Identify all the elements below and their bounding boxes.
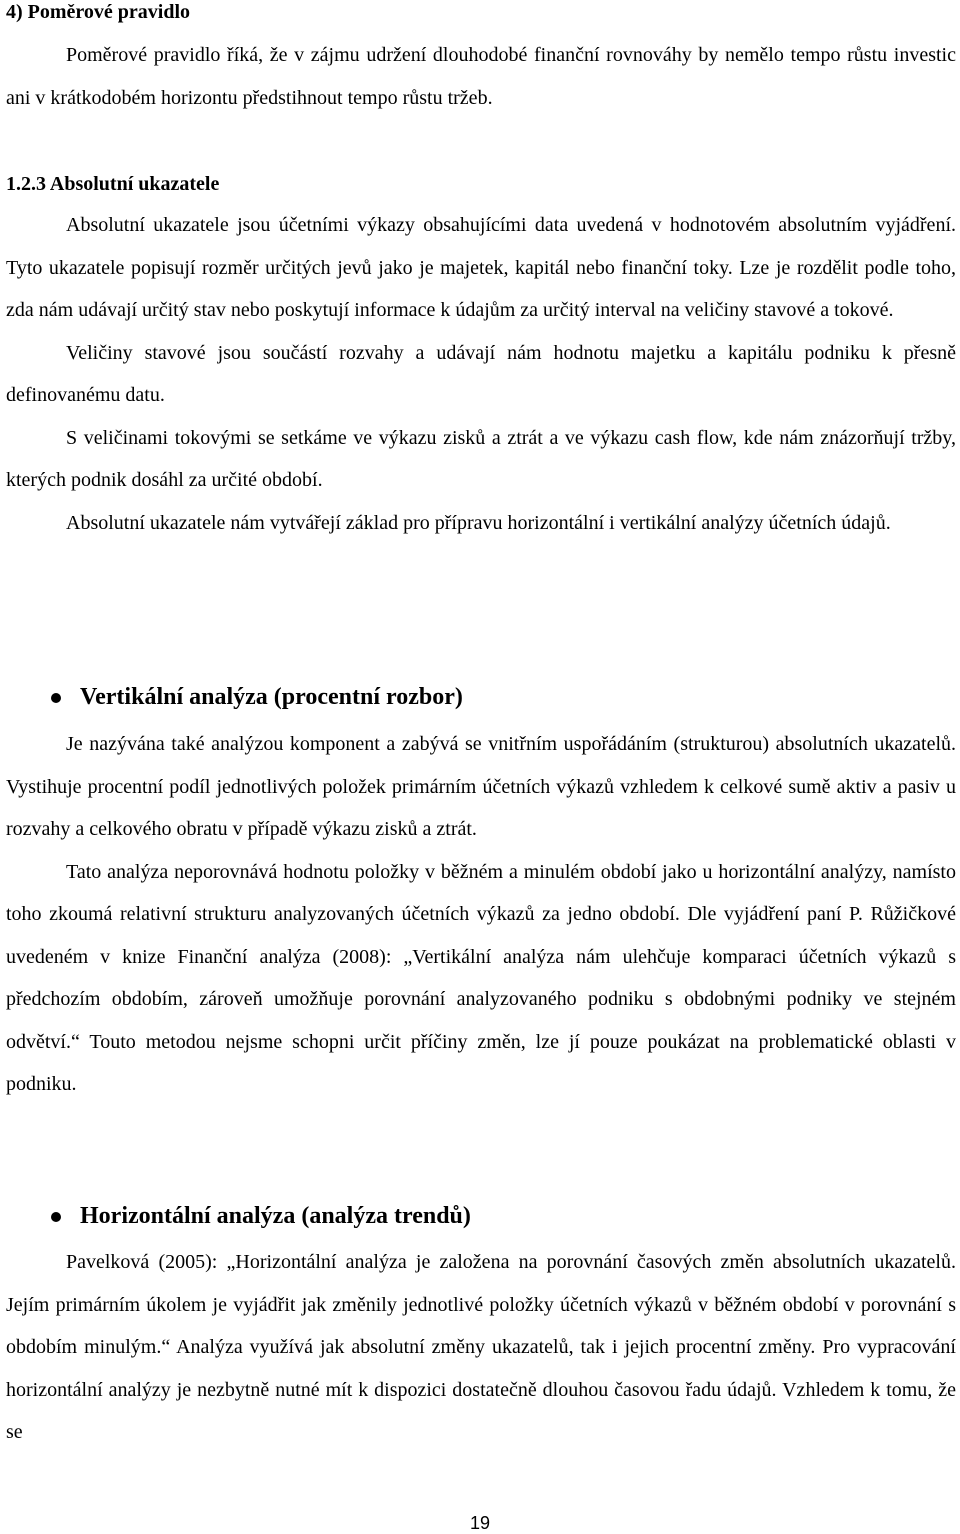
paragraph: Absolutní ukazatele nám vytvářejí základ pro přípravu horizontální i vertikální analýzy účetních údajů. [66,511,891,534]
heading-horizontal-analysis: Horizontální analýza (analýza trendů) [80,1203,471,1229]
section-absolute-indicators [6,204,956,544]
paragraph: Pavelková (2005): „Horizontální analýza je založena na porovnání časových změn absolutních ukazatelů. Jejím primárním úkolem je vyjádřit jak změnily jednotlivé položky účetních výkazů v běžném období v porovnání s obdobím minulým.“ Analýza využívá jak absolutní změny ukazatelů, tak i jejich procentní změny. Pro vypracování horizontální analýzy je nezbytně nutné mít k dispozici dostatečně dlouhou časovou řadu údajů. Vzhledem k tomu, že se [6,1251,956,1443]
paragraph: Poměrové pravidlo říká, že v zájmu udržení dlouhodobé finanční rovnováhy by nemělo tempo růstu investic ani v krátkodobém horizontu předstihnout tempo růstu tržeb. [6,44,956,109]
heading-absolute-indicators: 1.2.3 Absolutní ukazatele [6,173,220,195]
paragraph-ratio-rule [6,34,956,119]
section-horizontal-analysis [6,1241,956,1454]
section-vertical-analysis [6,723,956,1106]
bullet-icon [51,1212,61,1222]
paragraph: Tato analýza neporovnává hodnotu položky v běžném a minulém období jako u horizontální analýzy, namísto toho zkoumá relativní strukturu analyzovaných účetních výkazů za jedno období. Dle vyjádření paní P. Růžičkové uvedeném v knize Finanční analýza (2008): „Vertikální analýza nám ulehčuje komparaci účetních výkazů s předchozím obdobím, zároveň umožňuje porovnání analyzovaného podniku s obdobnými podniky ve stejném odvětví.“ Touto metodou nejsme schopni určit příčiny změn, lze jí pouze poukázat na problematické oblasti v podniku. [6,860,956,1095]
paragraph: Je nazývána také analýzou komponent a zabývá se vnitřním uspořádáním (strukturou) absolutních ukazatelů. Vystihuje procentní podíl jednotlivých položek primárním účetních výkazů vzhledem k celkové sumě aktiv a pasiv u rozvahy a celkového obratu v případě výkazu zisků a ztrát. [6,733,956,840]
page-number: 19 [469,1513,491,1533]
heading-ratio-rule: 4) Poměrové pravidlo [6,1,191,23]
paragraph: Veličiny stavové jsou součástí rozvahy a udávají nám hodnotu majetku a kapitálu podniku k přesně definovanému datu. [6,341,956,406]
paragraph: Absolutní ukazatele jsou účetními výkazy obsahujícími data uvedená v hodnotovém absolutním vyjádření. Tyto ukazatele popisují rozměr určitých jevů jako je majetek, kapitál nebo finanční toky. Lze je rozdělit podle toho, zda nám udávají určitý stav nebo poskytují informace k údajům za určitý interval na veličiny stavové a tokové. [6,214,956,321]
heading-vertical-analysis: Vertikální analýza (procentní rozbor) [80,684,463,710]
bullet-icon [51,693,61,703]
paragraph: S veličinami tokovými se setkáme ve výkazu zisků a ztrát a ve výkazu cash flow, kde nám znázorňují tržby, kterých podnik dosáhl za určité období. [6,426,956,491]
